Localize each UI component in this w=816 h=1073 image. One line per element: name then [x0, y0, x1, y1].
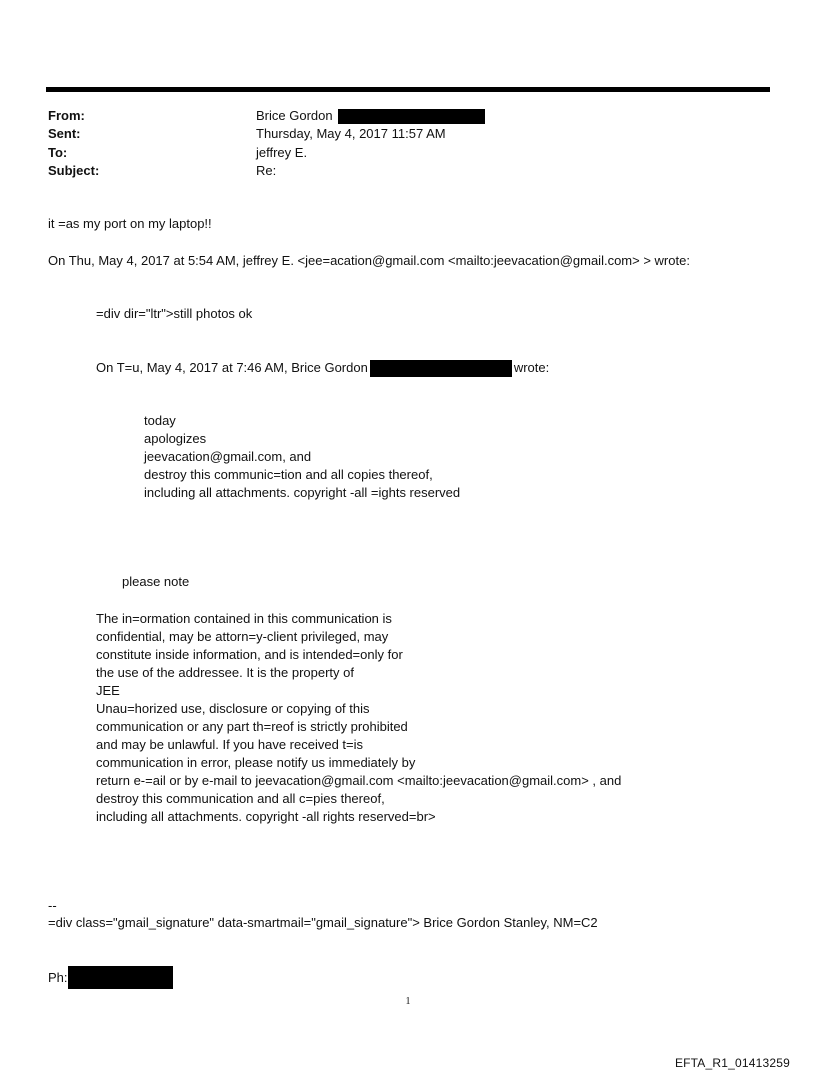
from-value [256, 107, 485, 125]
sent-value: Thursday, May 4, 2017 11:57 AM [256, 126, 446, 141]
quote-header-2 [96, 359, 549, 377]
redaction-phone [68, 966, 173, 989]
page-number: 1 [405, 996, 411, 1007]
header-rule [46, 87, 770, 92]
redaction-quote-email [370, 360, 512, 377]
body-reply-text: it =as my port on my laptop!! [48, 216, 212, 231]
disclaimer-line: The in=ormation contained in this communication is [96, 611, 392, 626]
disclaimer-line: communication or any part th=reof is strictly prohibited [96, 719, 408, 734]
phone-label: Ph: [48, 970, 68, 985]
subject-label: Subject: [48, 163, 100, 178]
disclaimer-line: constitute inside information, and is intended=only for [96, 647, 403, 662]
disclaimer-line: Unau=horized use, disclosure or copying of this [96, 701, 370, 716]
to-value: jeffrey E. [256, 145, 308, 160]
from-name: Brice Gordon [256, 108, 333, 123]
disclaimer-line: including all attachments. copyright -all rights reserved=br> [96, 809, 436, 824]
inner-line: including all attachments. copyright -all =ights reserved [144, 485, 461, 500]
inner-line: apologizes [144, 431, 207, 446]
disclaimer-line: and may be unlawful. If you have received t=is [96, 737, 364, 752]
bates-number: EFTA_R1_01413259 [674, 1056, 790, 1070]
from-label: From: [48, 108, 85, 123]
subject-value: Re: [256, 163, 277, 178]
disclaimer-line: return e-=ail or by e-mail to jeevacation@gmail.com <mailto:jeevacation@gmail.com> , and [96, 773, 622, 788]
disclaimer-line: JEE [96, 683, 120, 698]
disclaimer-line: communication in error, please notify us immediately by [96, 755, 416, 770]
inner-line: today [144, 413, 176, 428]
disclaimer-line: the use of the addressee. It is the property of [96, 665, 354, 680]
inner-line: jeevacation@gmail.com, and [144, 449, 312, 464]
please-note: please note [122, 574, 190, 589]
disclaimer-line: destroy this communication and all c=pies thereof, [96, 791, 385, 806]
inner-line: destroy this communic=tion and all copies thereof, [144, 467, 433, 482]
quote-header-1: On Thu, May 4, 2017 at 5:54 AM, jeffrey E. <jee=acation@gmail.com <mailto:jeevacation@gmail.com> > wrote: [48, 253, 690, 268]
to-label: To: [48, 145, 68, 160]
sent-label: Sent: [48, 126, 81, 141]
redaction-from-email [338, 109, 485, 124]
quote-header-2-suffix: wrote: [513, 360, 550, 375]
quote-header-2-prefix: On T=u, May 4, 2017 at 7:46 AM, Brice Gordon [96, 360, 368, 375]
signature-line: =div class="gmail_signature" data-smartmail="gmail_signature"> Brice Gordon Stanley, NM=C2 [48, 915, 598, 930]
signature-dash: -- [48, 898, 57, 913]
disclaimer-line: confidential, may be attorn=y-client privileged, may [96, 629, 389, 644]
quote-1-text: =div dir="ltr">still photos ok [96, 306, 253, 321]
